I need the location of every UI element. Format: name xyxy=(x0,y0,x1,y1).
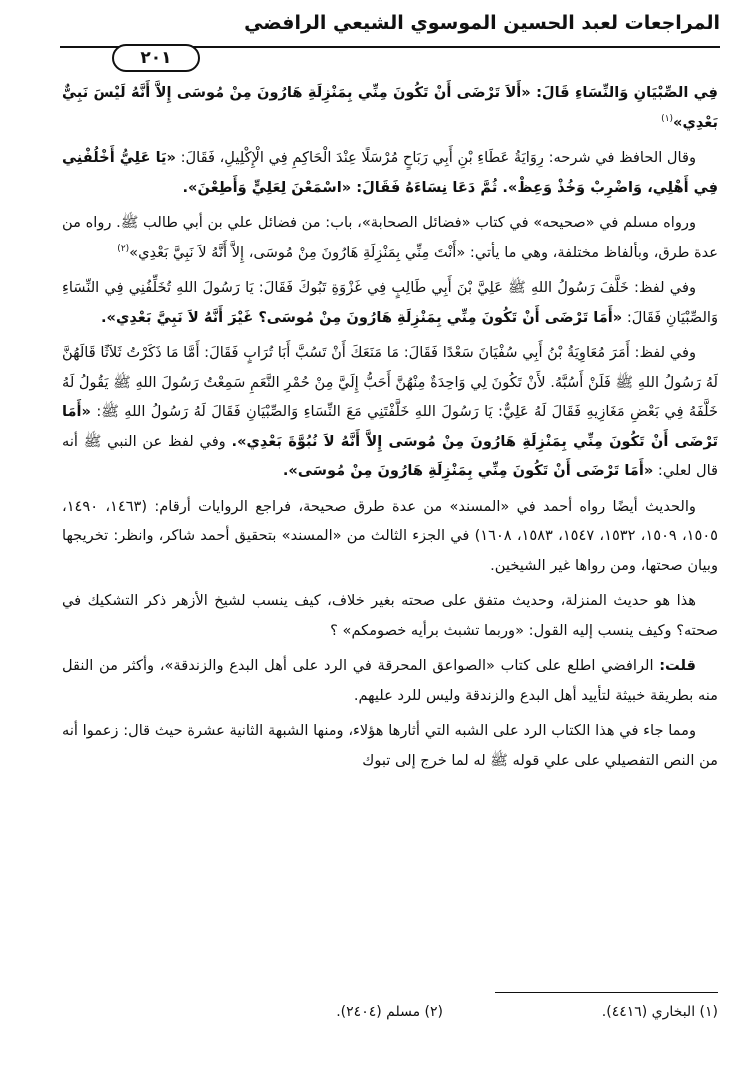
paragraph-1 xyxy=(62,78,718,137)
page-body xyxy=(62,78,718,781)
hadith-quote: «أَمَا تَرْضَى أَنْ تَكُونَ مِنِّي بِمَنْزِلَةِ هَارُونَ مِنْ مُوسَى». xyxy=(282,462,654,479)
footnote-ref: (٢) xyxy=(117,243,130,254)
hadith-quote: «أَمَا تَرْضَى أَنْ تَكُونَ مِنِّي بِمَنْزِلَةِ هَارُونَ مِنْ مُوسَى؟ غَيْرَ أَنَّهُ لاَ نَبِيَّ بَعْدِي». xyxy=(101,308,623,326)
paragraph-3 xyxy=(62,208,718,267)
paragraph-5 xyxy=(62,338,718,486)
footnote-divider xyxy=(495,992,718,993)
hadith-quote: «يَا عَلِيُّ أَخْلُفْنِي فِي أَهْلِي، وَاضْرِبْ وَخُذْ وَعِظْ». ثُمَّ دَعَا نِسَاءَهُ فَقَالَ: «اسْمَعْنَ لِعَلِيٍّ وَأَطِعْنَ». xyxy=(62,149,718,196)
text-run: الرافضي اطلع على كتاب «الصواعق المحرقة في الرد على أهل البدع والزندقة»، وأكثر من النقل منه بطريقة خبيثة لتأييد أهل البدع والزندقة وليس للرد عليهم. xyxy=(62,657,718,704)
paragraph-6: والحديث أيضًا رواه أحمد في «المسند» من عدة طرق صحيحة، فراجع الروايات أرقام: (١٤٦٣، ١٤٩٠، ١٥٠٥، ١٥٠٩، ١٥٣٢، ١٥٤٧، ١٥٨٣، ١٦٠٨) في الجزء الثالث من «المسند» بتحقيق أحمد شاكر، وانظر: تخريجها وبيان صحتها، ومن رواها غير الشيخين. xyxy=(62,497,719,574)
paragraph-4 xyxy=(62,273,718,332)
paragraph-2 xyxy=(62,143,718,202)
qultu-label: قلت: xyxy=(659,657,696,674)
footnote-1: (١) البخاري (٤٤١٦). xyxy=(601,1004,718,1020)
page-header xyxy=(60,8,720,42)
text-run: وفي لفظ عن النبي ﷺ أنه قال لعلي: xyxy=(62,432,718,479)
text-run: ورواه مسلم في «صحيحه» في كتاب «فضائل الصحابة»، باب: من فضائل علي بن أبي طالب ﷺ. رواه من عدة طرق، وبألفاظ مختلفة، وهي ما يأتي: «أَنْتَ مِنِّي بِمَنْزِلَةِ هَارُونَ مِنْ مُوسَى، إِلاَّ أَنَّهُ لاَ نَبِيَّ بَعْدِي» xyxy=(62,214,718,261)
hadith-quote: فِي الصِّبْيَانِ وَالنِّسَاءِ قَالَ: «أَلاَ تَرْضَى أَنْ تَكُونَ مِنِّي بِمَنْزِلَةِ هَارُونَ مِنْ مُوسَى إِلاَّ أَنَّهُ لَيْسَ نَبِيٌّ بَعْدِي» xyxy=(62,84,718,131)
text-run: وقال الحافظ في شرحه: رِوَايَةُ عَطَاءِ بْنِ أَبِي رَبَاحٍ مُرْسَلًا عِنْدَ الْحَاكِمِ فِي الْإِكْلِيلِ، فَقَالَ: xyxy=(180,149,696,166)
text-run: وفي لفظ: خَلَّفَ رَسُولُ اللهِ ﷺ عَلِيَّ بْنَ أَبِي طَالِبٍ فِي غَزْوَةِ تَبُوكَ فَقَالَ: يَا رَسُولَ اللهِ تُخَلِّفُنِي فِي النِّسَاءِ وَالصِّبْيَانِ فَقَالَ: xyxy=(62,279,718,326)
text-run: وفي لفظ: أَمَرَ مُعَاوِيَةُ بْنُ أَبِي سُفْيَانَ سَعْدًا فَقَالَ: مَا مَنَعَكَ أَنْ تَسُبَّ أَبَا تُرَابٍ فَقَالَ: أَمَّا مَا ذَكَرْتُ ثَلاَثًا قَالَهُنَّ لَهُ رَسُولُ اللهِ ﷺ فَلَنْ أَسُبَّهُ. لأَنْ تَكُونَ لِي وَاحِدَةٌ مِنْهُنَّ أَحَبُّ إِلَيَّ مِنْ حُمْرِ النَّعَمِ سَمِعْتُ رَسُولَ اللهِ ﷺ يَقُولُ لَهُ خَلَّفَهُ فِي بَعْضِ مَغَازِيهِ فَقَالَ لَهُ عَلِيٌّ: يَا رَسُولَ اللهِ خَلَّفْتَنِي مَعَ النِّسَاءِ وَالصِّبْيَانِ فَقَالَ لَهُ رَسُولُ اللهِ ﷺ: xyxy=(62,344,718,420)
paragraph-9: ومما جاء في هذا الكتاب الرد على الشبه التي أثارها هؤلاء، ومنها الشبهة الثانية عشرة حيث قال: زعموا أنه من النص التفصيلي على علي قوله ﷺ له لما خرج إلى تبوك xyxy=(62,722,718,769)
footnote-ref: (١) xyxy=(661,113,674,124)
page-number: ٢٠١ xyxy=(112,44,200,72)
paragraph-8 xyxy=(62,651,718,710)
running-header-title: المراجعات لعبد الحسين الموسوي الشيعي الرافضي xyxy=(244,12,720,34)
hadith-quote: «أَمَا تَرْضَى أَنْ تَكُونَ مِنِّي بِمَنْزِلَةِ هَارُونَ مِنْ مُوسَى إِلاَّ أَنَّهُ لاَ نُبُوَّةَ بَعْدِي». xyxy=(62,403,718,450)
footnote-2: (٢) مسلم (٢٤٠٤). xyxy=(336,1004,443,1020)
paragraph-7: هذا هو حديث المنزلة، وحديث متفق على صحته بغير خلاف، كيف ينسب لشيخ الأزهر ذكر التشكيك في صحته؟ وكيف ينسب إليه القول: «وربما تشبث برأيه خصومكم» ؟ xyxy=(62,592,718,639)
